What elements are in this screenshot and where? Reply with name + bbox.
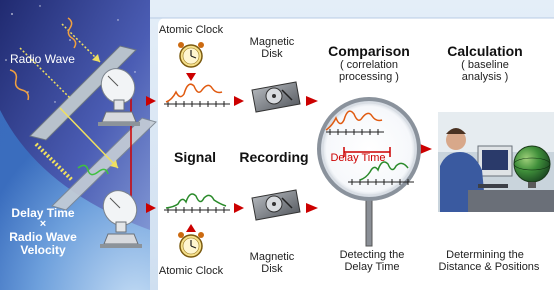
determining-label-2: Distance & Positions [438, 261, 540, 273]
radio-wave-velocity-label-2: Velocity [20, 243, 66, 257]
detecting-label-2: Delay Time [344, 261, 400, 273]
detecting-label-1: Detecting the [339, 249, 405, 261]
comparison-title: Comparison [328, 43, 410, 59]
workstation-photo [438, 112, 554, 212]
calculation-title: Calculation [447, 43, 523, 59]
radio-wave-velocity-label-1: Radio Wave [9, 230, 77, 244]
magnetic-disk-bottom-label-1: Magnetic [249, 251, 295, 263]
atomic-clock-top-icon [178, 42, 204, 67]
lens-delay-time-label: Delay Time [330, 152, 386, 164]
recording-label: Recording [239, 149, 309, 165]
calculation-subtitle-1: ( baseline [461, 59, 509, 71]
atomic-clock-bottom-icon [178, 232, 204, 257]
magnetic-disk-bottom-label-2: Disk [261, 263, 283, 275]
magnetic-disk-top-label-1: Magnetic [249, 36, 295, 48]
radio-wave-label: Radio Wave [10, 52, 75, 66]
atomic-clock-bottom-label: Atomic Clock [158, 265, 224, 277]
comparison-subtitle-1: ( correlation [339, 59, 399, 71]
atomic-clock-top-label: Atomic Clock [158, 24, 224, 36]
delay-time-label: Delay Time [11, 206, 75, 220]
determining-label-1: Determining the [446, 249, 524, 261]
magnetic-disk-top-label-2: Disk [261, 48, 283, 60]
times-symbol: × [39, 218, 47, 230]
calculation-subtitle-2: analysis ) [461, 71, 509, 83]
comparison-subtitle-2: processing ) [339, 71, 399, 83]
signal-label: Signal [173, 149, 216, 165]
